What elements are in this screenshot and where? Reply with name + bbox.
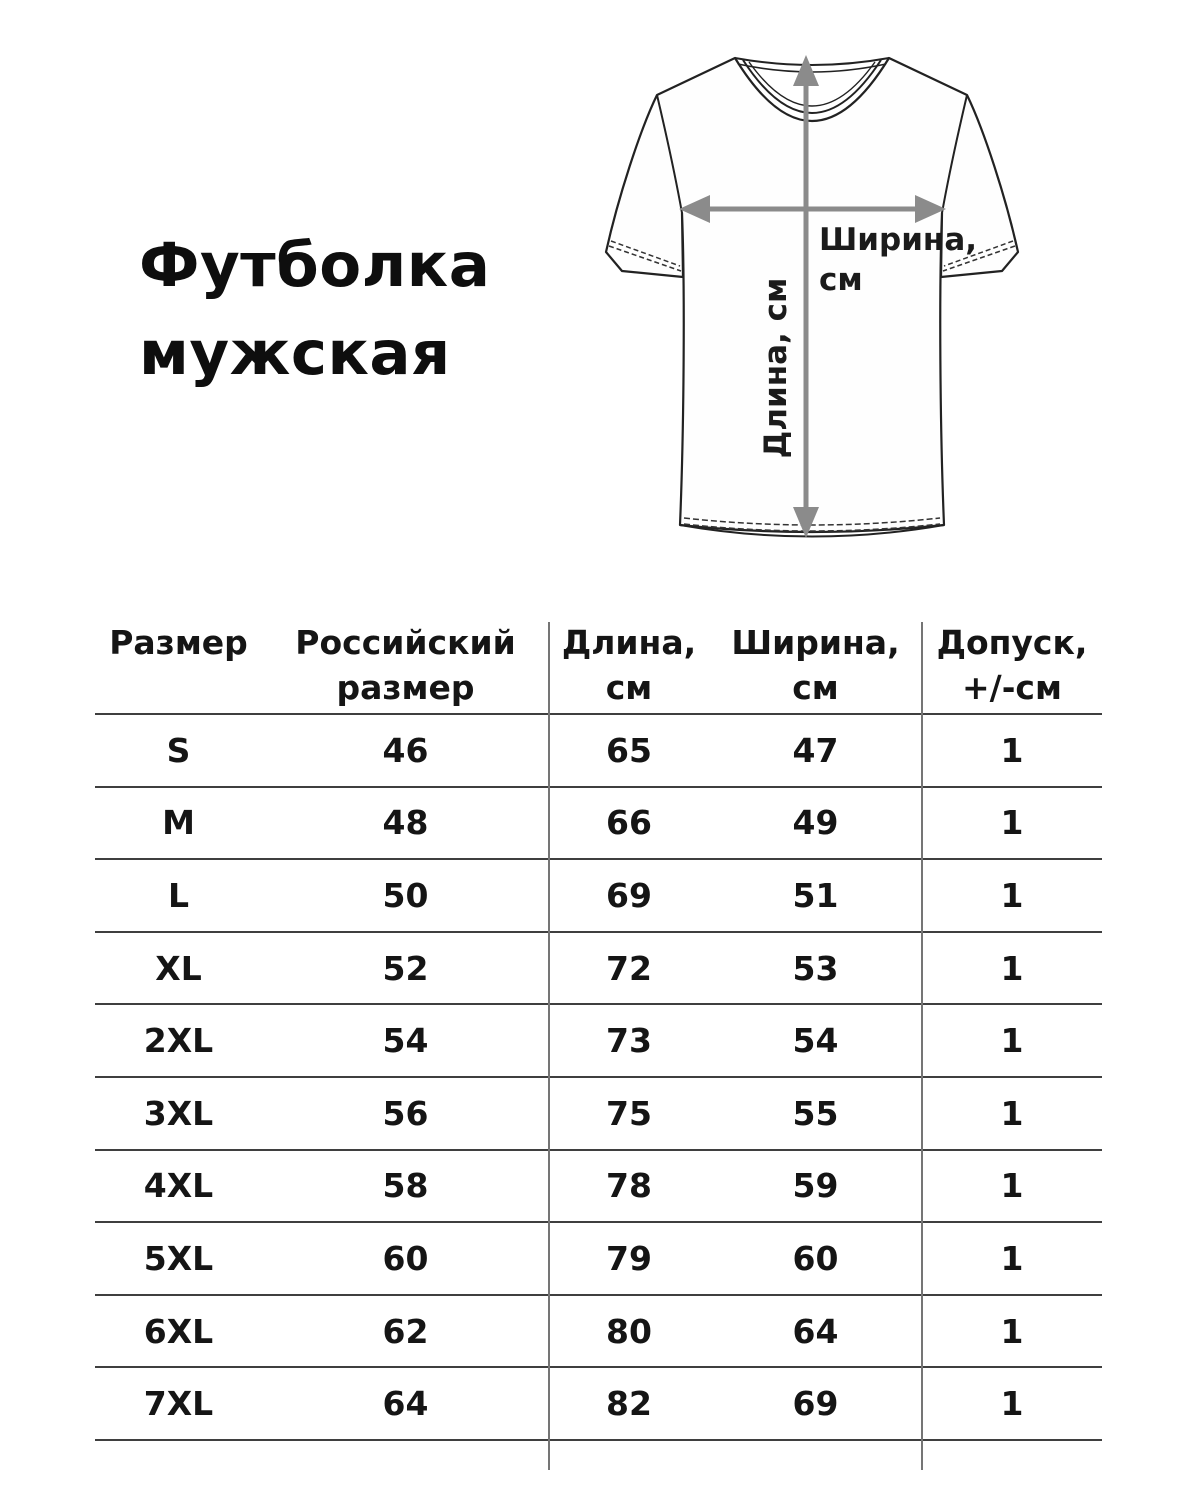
table-row: [95, 860, 1102, 933]
cell-ru-size: 48: [382, 803, 429, 843]
cell-width: 69: [792, 1384, 839, 1424]
table-row: [95, 1296, 1102, 1369]
tshirt-measurement-diagram: [570, 38, 1040, 573]
cell-tolerance: 1: [1000, 1238, 1024, 1278]
cell-length: 80: [606, 1311, 652, 1351]
table-header-row: [95, 615, 1102, 715]
cell-tolerance: 1: [1000, 875, 1024, 915]
cell-size: 2XL: [143, 1021, 214, 1061]
cell-size: XL: [155, 948, 202, 988]
cell-size: 4XL: [143, 1166, 214, 1206]
cell-width: 64: [792, 1311, 839, 1351]
cell-ru-size: 58: [382, 1166, 429, 1206]
cell-width: 60: [792, 1238, 839, 1278]
table-row: [95, 933, 1102, 1006]
table-row: [95, 1078, 1102, 1151]
table-row: [95, 1151, 1102, 1224]
cell-length: 73: [606, 1021, 652, 1061]
cell-length: 79: [606, 1238, 652, 1278]
table-row: [95, 1005, 1102, 1078]
cell-length: 65: [606, 730, 652, 770]
cell-tolerance: 1: [1000, 1093, 1024, 1133]
header-cell-width: [709, 620, 922, 713]
cell-size: 3XL: [143, 1093, 214, 1133]
header-cell-russian-size: [262, 620, 549, 713]
header-ru-line1: Российский: [295, 623, 516, 662]
page-title-line2: мужская: [139, 318, 451, 389]
header-tol-line2: +/-см: [962, 668, 1062, 707]
header-width-line1: Ширина,: [731, 623, 900, 662]
cell-length: 78: [606, 1166, 652, 1206]
cell-tolerance: 1: [1000, 730, 1024, 770]
length-arrow-label: Длина, см: [758, 277, 794, 459]
cell-length: 66: [606, 803, 652, 843]
header-size-line1: Размер: [109, 623, 248, 662]
header-ru-line2: размер: [336, 668, 475, 707]
page-title-line1: Футболка: [139, 230, 491, 301]
cell-ru-size: 62: [382, 1311, 429, 1351]
cell-size: S: [166, 730, 191, 770]
header-cell-size: [95, 620, 262, 713]
table-row: [95, 788, 1102, 861]
page-title: [139, 222, 490, 398]
cell-width: 47: [792, 730, 839, 770]
cell-length: 75: [606, 1093, 652, 1133]
cell-tolerance: 1: [1000, 803, 1024, 843]
table-row: [95, 1368, 1102, 1441]
cell-width: 54: [792, 1021, 839, 1061]
cell-size: 6XL: [143, 1311, 214, 1351]
header-cell-tolerance: [922, 620, 1102, 713]
header-length-line1: Длина,: [561, 623, 697, 662]
cell-ru-size: 52: [382, 948, 429, 988]
size-table: [95, 615, 1102, 1475]
cell-width: 55: [792, 1093, 839, 1133]
tshirt-outline: [606, 58, 1018, 532]
cell-length: 69: [606, 875, 652, 915]
cell-width: 49: [792, 803, 839, 843]
cell-tolerance: 1: [1000, 1384, 1024, 1424]
cell-tolerance: 1: [1000, 1166, 1024, 1206]
cell-length: 82: [606, 1384, 652, 1424]
cell-width: 53: [792, 948, 839, 988]
width-arrow-label-unit: см: [819, 262, 863, 298]
cell-ru-size: 54: [382, 1021, 429, 1061]
header-cell-length: [549, 620, 709, 713]
cell-ru-size: 64: [382, 1384, 429, 1424]
cell-size: 5XL: [143, 1238, 214, 1278]
cell-tolerance: 1: [1000, 1021, 1024, 1061]
cell-size: 7XL: [143, 1384, 214, 1424]
cell-size: L: [167, 875, 190, 915]
table-row: [95, 1223, 1102, 1296]
cell-size: M: [162, 803, 195, 843]
cell-tolerance: 1: [1000, 948, 1024, 988]
table-row: [95, 715, 1102, 788]
table-divider-1: [548, 622, 550, 1470]
cell-ru-size: 50: [382, 875, 429, 915]
header-length-line2: см: [605, 668, 653, 707]
cell-length: 72: [606, 948, 652, 988]
cell-tolerance: 1: [1000, 1311, 1024, 1351]
table-divider-2: [921, 622, 923, 1470]
header-tol-line1: Допуск,: [936, 623, 1088, 662]
cell-ru-size: 46: [382, 730, 429, 770]
tshirt-collar-top-edge: [735, 58, 889, 65]
cell-width: 59: [792, 1166, 839, 1206]
cell-ru-size: 56: [382, 1093, 429, 1133]
cell-ru-size: 60: [382, 1238, 429, 1278]
header-width-line2: см: [792, 668, 839, 707]
width-arrow-label: Ширина,: [819, 222, 978, 258]
cell-width: 51: [792, 875, 839, 915]
